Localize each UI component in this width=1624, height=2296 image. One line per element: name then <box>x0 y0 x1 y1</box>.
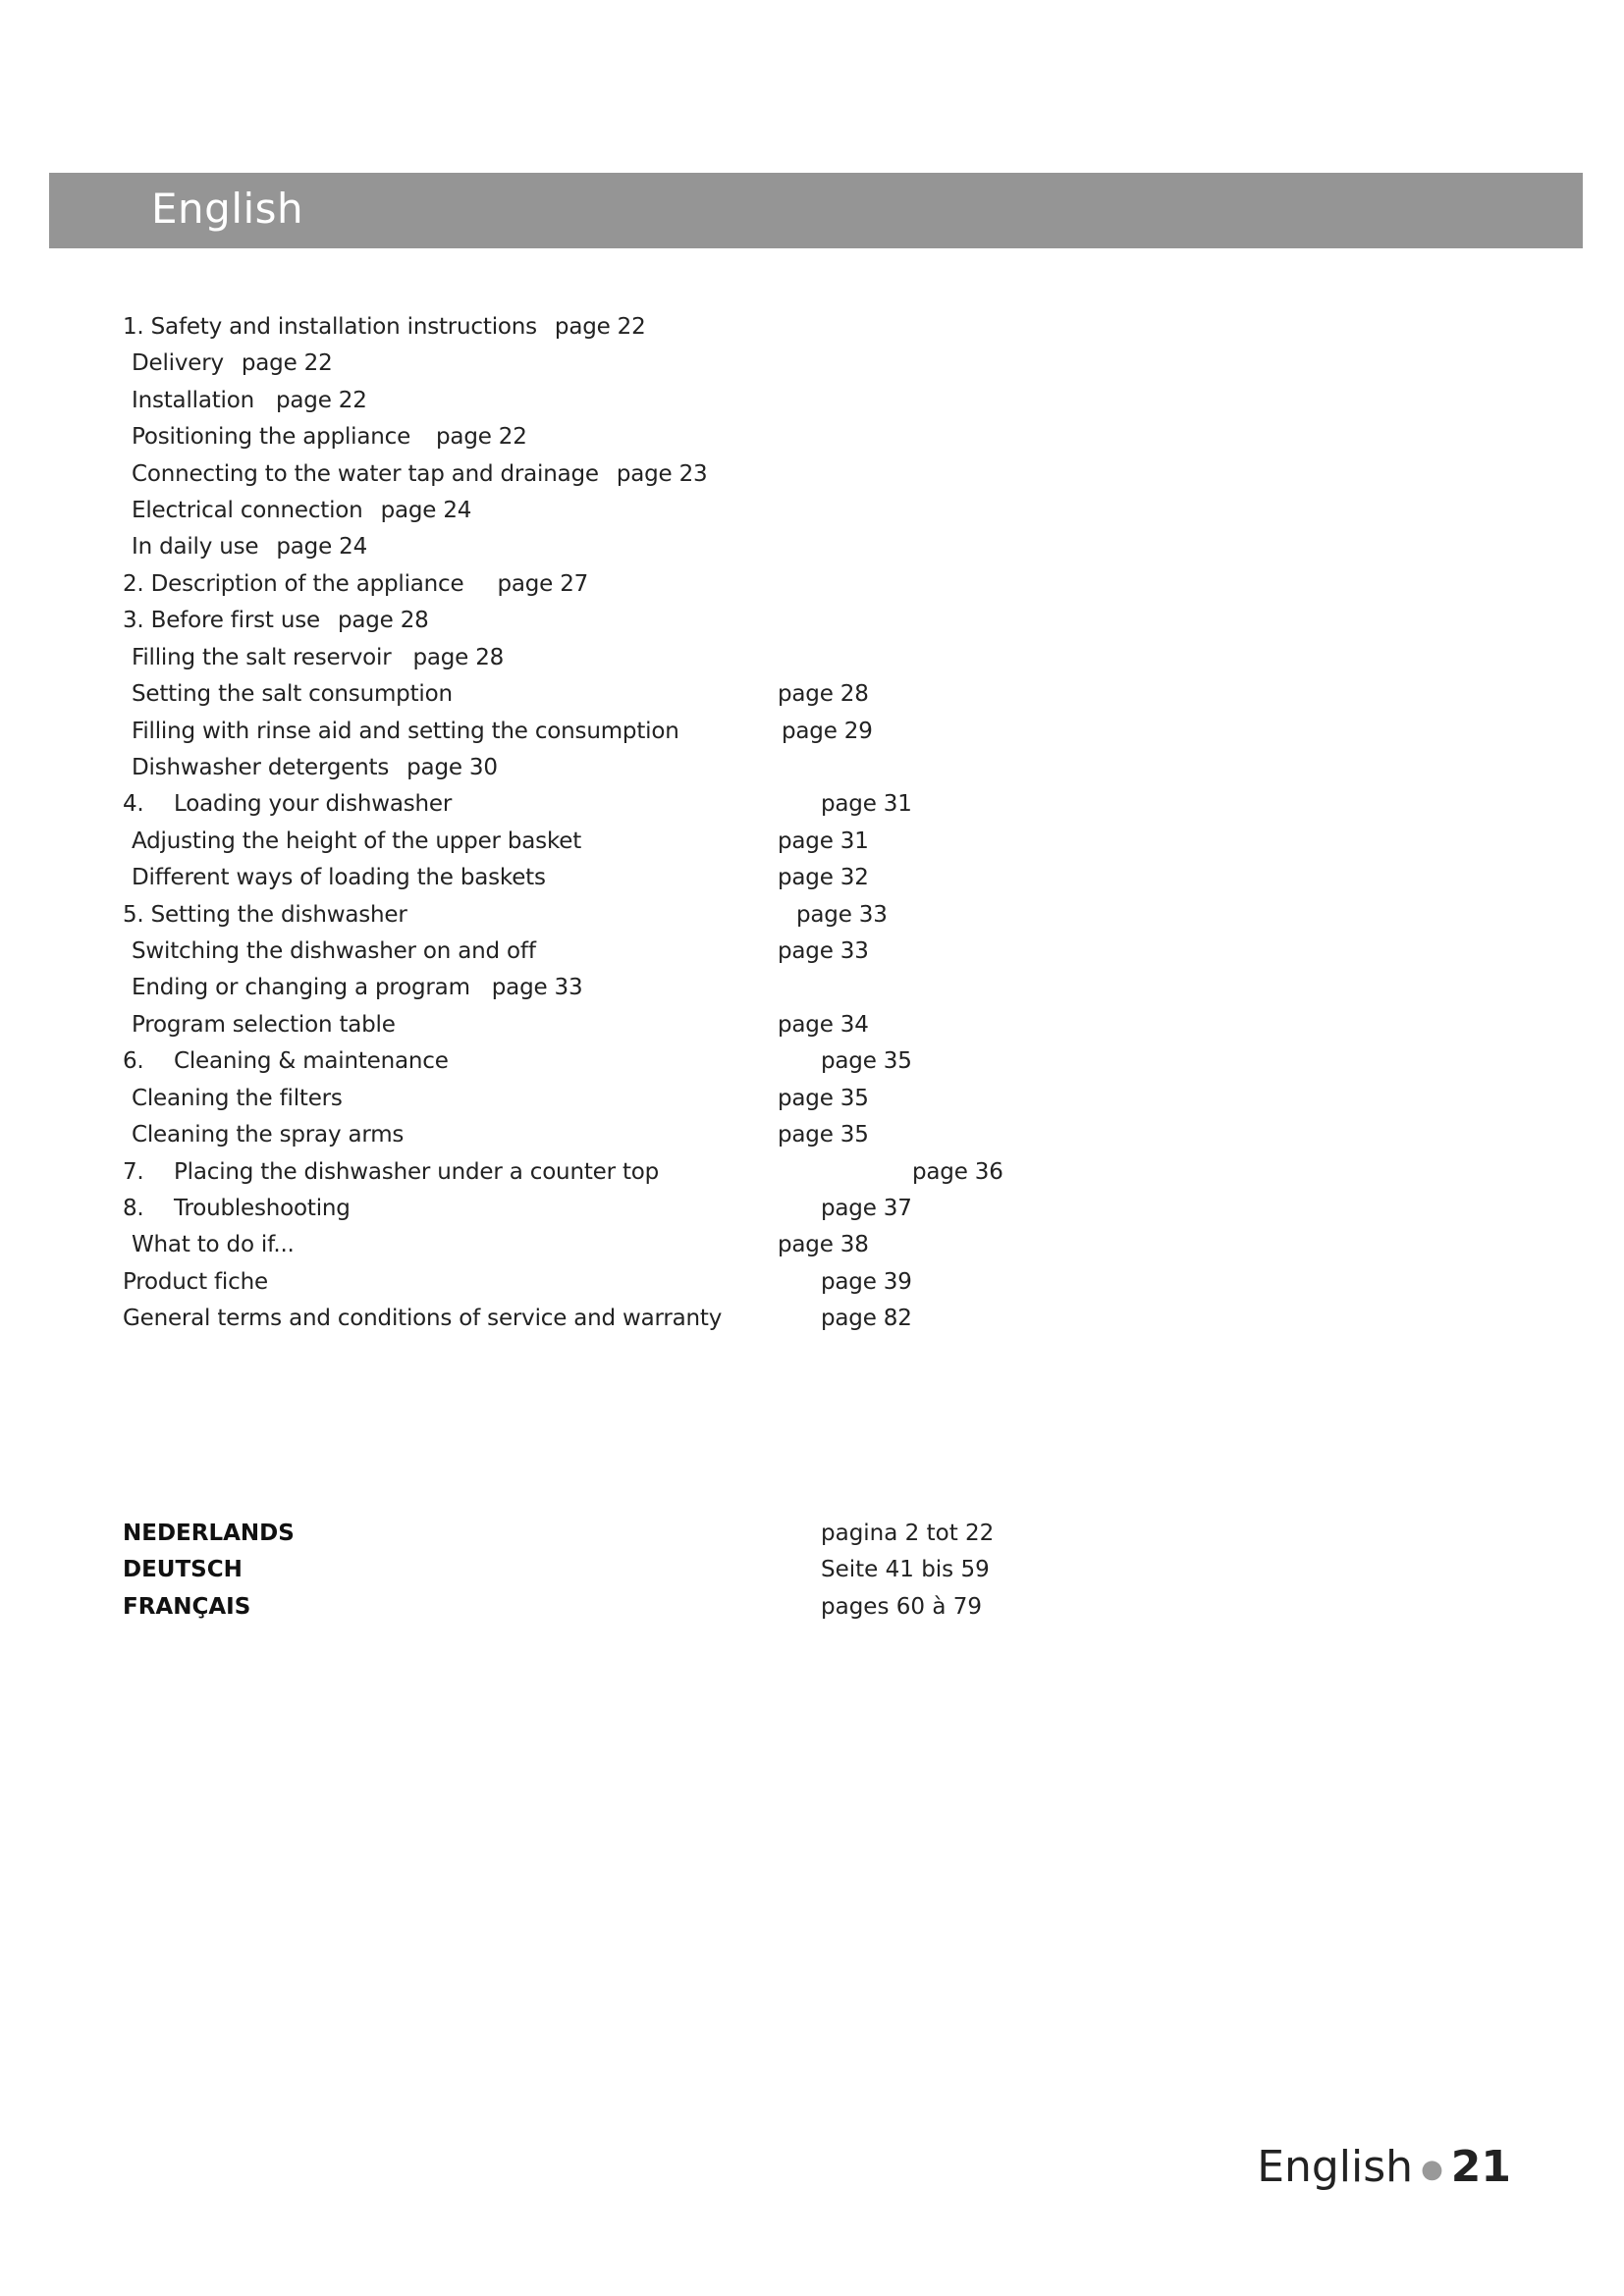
toc-entry-page: page 35 <box>821 1048 912 1074</box>
toc-entry-page: page 34 <box>778 1012 869 1038</box>
toc-entry-page: page 33 <box>491 975 583 1000</box>
toc-entry <box>132 532 367 561</box>
toc-entry <box>132 679 453 709</box>
toc-entry-page: page 37 <box>821 1196 912 1221</box>
toc-entry-title: Filling the salt reservoir <box>132 645 392 670</box>
toc-entry <box>132 1230 295 1259</box>
language-pages: pages 60 à 79 <box>821 1594 982 1620</box>
toc-entry-title: Troubleshooting <box>174 1196 351 1221</box>
toc-entry-page: page 29 <box>782 719 873 744</box>
bullet-icon: ● <box>1421 2155 1443 2184</box>
toc-entry <box>132 1010 396 1040</box>
toc-entry-page: page 24 <box>380 498 472 523</box>
toc-entry <box>123 1046 144 1076</box>
toc-entry-title: Switching the dishwasher on and off <box>132 938 536 964</box>
toc-entry <box>132 863 546 892</box>
toc-entry-page: page 38 <box>778 1232 869 1257</box>
toc-entry-title: Adjusting the height of the upper basket <box>132 828 582 854</box>
toc-entry-page: page 33 <box>778 938 869 964</box>
toc-entry <box>132 496 471 525</box>
toc-entry-title: In daily use <box>132 534 259 560</box>
toc-entry-title: Program selection table <box>132 1012 396 1038</box>
toc-entry <box>132 1120 404 1149</box>
toc-entry-page: page 22 <box>241 350 333 376</box>
section-header-band <box>49 173 1583 248</box>
toc-entry-title: Electrical connection <box>132 498 363 523</box>
toc-entry-title: Delivery <box>132 350 224 376</box>
toc-entry-number: 6. <box>123 1048 144 1074</box>
toc-entry-page: page 32 <box>778 865 869 890</box>
toc-entry <box>123 312 646 342</box>
footer-language: English <box>1257 2142 1414 2192</box>
toc-entry-page: page 28 <box>412 645 505 670</box>
toc-entry-page: page 22 <box>276 388 367 413</box>
toc-entry <box>132 1084 343 1113</box>
toc-entry-page: page 33 <box>796 902 888 928</box>
toc-entry-title: Ending or changing a program <box>132 975 470 1000</box>
toc-entry-title: Connecting to the water tap and drainage <box>132 461 599 487</box>
toc-entry-title: 3. Before first use <box>123 608 320 633</box>
language-name: DEUTSCH <box>123 1557 243 1582</box>
toc-entry-title: 5. Setting the dishwasher <box>123 902 407 928</box>
language-pages: pagina 2 tot 22 <box>821 1521 995 1546</box>
section-header-title: English <box>151 185 304 233</box>
toc-entry-page: page 24 <box>276 534 368 560</box>
toc-entry-page: page 39 <box>821 1269 912 1295</box>
toc-entry-title: Positioning the appliance <box>132 424 411 450</box>
toc-entry <box>132 717 679 746</box>
toc-entry-title: Dishwasher detergents <box>132 755 390 780</box>
toc-entry <box>132 422 527 452</box>
toc-entry-page: page 28 <box>337 608 429 633</box>
toc-entry-title: Setting the salt consumption <box>132 681 453 707</box>
toc-entry-title: Placing the dishwasher under a counter top <box>174 1159 660 1185</box>
toc-entry-number: 8. <box>123 1196 144 1221</box>
toc-entry <box>132 936 536 966</box>
toc-entry-title: Installation <box>132 388 254 413</box>
page-footer <box>1257 2142 1511 2195</box>
toc-entry-title: General terms and conditions of service and warranty <box>123 1306 723 1331</box>
language-name: FRANÇAIS <box>123 1594 251 1620</box>
toc-entry-title: Loading your dishwasher <box>174 791 453 817</box>
toc-entry <box>123 789 144 819</box>
toc-entry <box>123 1194 144 1223</box>
toc-entry <box>123 569 588 599</box>
toc-entry <box>123 900 407 930</box>
language-pages: Seite 41 bis 59 <box>821 1557 990 1582</box>
toc-entry-number: 7. <box>123 1159 144 1185</box>
toc-entry-title: Cleaning the spray arms <box>132 1122 405 1148</box>
toc-entry-title: Filling with rinse aid and setting the consumption <box>132 719 679 744</box>
toc-entry-page: page 30 <box>406 755 498 780</box>
toc-entry <box>123 1304 722 1333</box>
toc-entry-number: 4. <box>123 791 144 817</box>
toc-entry <box>132 459 707 489</box>
toc-entry-title: 2. Description of the appliance <box>123 571 464 597</box>
toc-entry-title: Product fiche <box>123 1269 268 1295</box>
toc-entry-page: page 31 <box>778 828 869 854</box>
toc-entry-page: page 35 <box>778 1122 869 1148</box>
toc-entry-page: page 82 <box>821 1306 912 1331</box>
toc-entry-page: page 22 <box>554 314 646 340</box>
toc-entry <box>132 973 582 1002</box>
toc-entry <box>132 643 504 672</box>
toc-entry-page: page 31 <box>821 791 912 817</box>
toc-entry <box>132 348 333 378</box>
toc-entry <box>123 1157 144 1187</box>
language-name: NEDERLANDS <box>123 1521 295 1546</box>
toc-entry-page: page 35 <box>778 1086 869 1111</box>
page-number: 21 <box>1450 2142 1511 2192</box>
toc-entry-page: page 22 <box>436 424 527 450</box>
toc-entry <box>123 1267 268 1297</box>
toc-entry <box>123 606 429 635</box>
toc-entry <box>132 753 498 782</box>
toc-entry-title: Cleaning & maintenance <box>174 1048 449 1074</box>
toc-entry-title: Cleaning the filters <box>132 1086 343 1111</box>
toc-entry-page: page 27 <box>497 571 589 597</box>
toc-entry-page: page 28 <box>778 681 869 707</box>
toc-entry <box>132 827 581 856</box>
toc-entry-title: 1. Safety and installation instructions <box>123 314 537 340</box>
toc-entry-page: page 36 <box>912 1159 1003 1185</box>
toc-entry-page: page 23 <box>616 461 708 487</box>
toc-entry-title: Different ways of loading the baskets <box>132 865 546 890</box>
toc-entry-title: What to do if... <box>132 1232 295 1257</box>
toc-entry <box>132 386 367 415</box>
